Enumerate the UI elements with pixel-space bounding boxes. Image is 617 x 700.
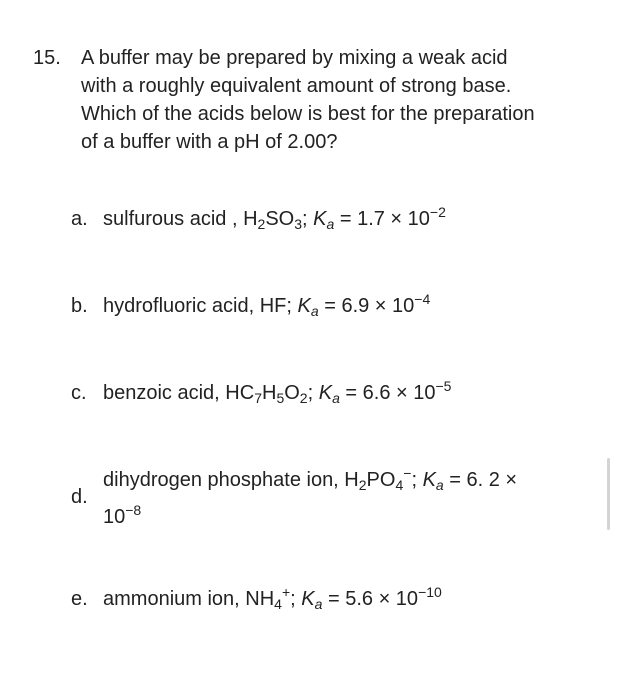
ka-symbol: K (301, 588, 315, 610)
subscript: a (435, 477, 444, 493)
option-d-continued (103, 503, 141, 531)
option-b (71, 292, 430, 320)
ka-value: = 6. 2 × (443, 469, 518, 491)
option-letter: b. (71, 295, 88, 317)
subscript: 5 (276, 390, 285, 406)
option-letter: a. (71, 208, 88, 230)
option-a (71, 205, 446, 233)
acid-name: hydrofluoric acid, HF; K (103, 295, 311, 317)
subscript: a (314, 596, 323, 612)
option-text (103, 291, 431, 319)
option-c (71, 379, 451, 407)
subscript: 2 (257, 216, 266, 232)
option-e (71, 585, 442, 613)
ka-label: ; K (302, 208, 327, 230)
subscript: a (326, 216, 335, 232)
formula-part: H (261, 382, 277, 404)
ka-value: = 6.9 × 10 (318, 295, 415, 317)
question-line: of a buffer with a pH of 2.00? (81, 131, 338, 153)
option-letter: d. (71, 486, 88, 508)
subscript: 4 (395, 477, 404, 493)
option-letter: c. (71, 382, 87, 404)
question-number: 15. (33, 47, 61, 69)
ka-value: = 6.6 × 10 (339, 382, 436, 404)
exponent: −8 (125, 502, 142, 518)
charge: − (403, 465, 412, 481)
ka-label: ; K (307, 382, 333, 404)
ka-value: = 5.6 × 10 (322, 588, 419, 610)
subscript: a (332, 390, 340, 406)
ka-label: ; K (411, 469, 436, 491)
ka-symbol: K (297, 295, 311, 317)
exponent: −5 (435, 378, 452, 394)
question-text (81, 44, 601, 156)
ka-value: 10 (103, 506, 126, 528)
scrollbar[interactable] (607, 458, 610, 530)
subscript: a (310, 303, 319, 319)
exponent: −2 (429, 204, 446, 220)
subscript: 2 (358, 477, 367, 493)
formula-part: SO (265, 208, 295, 230)
subscript: 7 (254, 390, 262, 406)
acid-name: ammonium ion, NH (103, 588, 275, 610)
question-line: with a roughly equivalent amount of strong base. (81, 75, 512, 97)
question-line: Which of the acids below is best for the preparation (81, 103, 535, 125)
acid-name: benzoic acid, HC (103, 382, 255, 404)
exponent: −10 (418, 584, 442, 600)
option-text (103, 204, 446, 232)
option-text (103, 584, 442, 612)
ka-symbol: K (313, 208, 327, 230)
formula-part: O (284, 382, 300, 404)
ka-value: = 1.7 × 10 (334, 208, 430, 230)
option-letter: e. (71, 588, 88, 610)
acid-name: dihydrogen phosphate ion, H (103, 469, 359, 491)
question-line: A buffer may be prepared by mixing a weak acid (81, 47, 508, 69)
ka-label: ; K (290, 588, 315, 610)
ka-symbol: K (318, 382, 333, 404)
subscript: 3 (294, 216, 303, 232)
option-d (103, 466, 517, 494)
charge: + (281, 584, 291, 600)
subscript: 2 (299, 390, 308, 406)
ka-symbol: K (422, 469, 436, 491)
exponent: −4 (414, 291, 431, 307)
acid-name: sulfurous acid , H (103, 208, 258, 230)
formula-part: PO (366, 469, 396, 491)
option-text (103, 378, 452, 406)
subscript: 4 (274, 596, 282, 612)
